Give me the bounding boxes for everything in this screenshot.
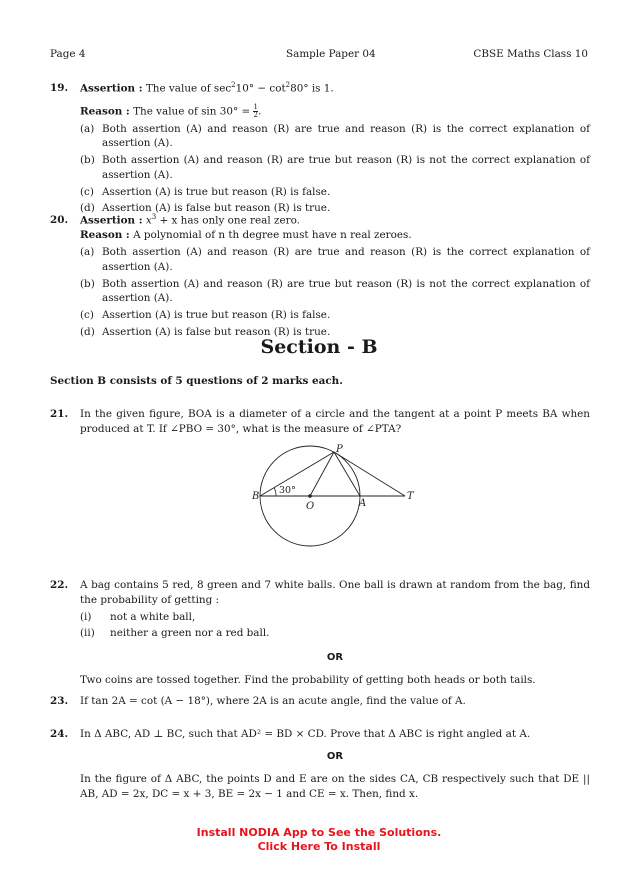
question-number: 23.: [50, 695, 69, 707]
option-d: (d) Assertion (A) is false but reason (R) is true.: [80, 202, 331, 215]
assertion-text: + x has only one real zero.: [156, 214, 300, 227]
label-a: A: [359, 498, 367, 509]
install-app-banner[interactable]: [0, 826, 638, 854]
reason-label: Reason :: [80, 105, 130, 118]
paper-title: Sample Paper 04: [286, 48, 376, 60]
label-t: T: [407, 491, 414, 502]
label-o: O: [306, 501, 315, 512]
option-i: (i) not a white ball,: [80, 610, 196, 623]
chord-pa: [334, 452, 360, 496]
radius-op: [310, 452, 334, 496]
options-list: [80, 245, 590, 340]
question-23: [50, 694, 590, 709]
reason-text: The value of sin 30° =: [133, 105, 254, 118]
question-number: 20.: [50, 214, 69, 226]
question-text: In Δ ABC, AD ⊥ BC, such that AD² = BD × CD. Prove that Δ ABC is right angled at A.: [80, 728, 531, 740]
option-c: (c) Assertion (A) is true but reason (R) is false.: [80, 309, 331, 322]
question-number: 21.: [50, 408, 69, 420]
section-title: Section - B: [260, 336, 378, 358]
or-divider: OR: [326, 652, 344, 664]
circle-tangent-figure: [250, 440, 420, 570]
question-21: [50, 407, 590, 437]
question-text: A bag contains 5 red, 8 green and 7 white balls. One ball is drawn at random from the bag, find the probability of getting :: [80, 579, 590, 606]
center-point: [308, 494, 312, 498]
option-d: (d) Assertion (A) is false but reason (R) is true.: [80, 325, 331, 338]
click-install-link[interactable]: Click Here To Install: [257, 839, 381, 853]
alternative-question: In the figure of Δ ABC, the points D and E are on the sides CA, CB respectively such that DE || AB, AD = 2x, DC = x + 3, BE = 2x − 1 and CE = x. Then, find x.: [80, 772, 590, 800]
course-title: CBSE Maths Class 10: [473, 48, 588, 60]
question-number: 24.: [50, 728, 69, 740]
assertion: Assertion : The value of $\sec^210^\circ - \cot^280^\circ$ is 1.: [80, 81, 334, 95]
assertion-label: Assertion :: [80, 82, 143, 95]
question-24: [50, 727, 590, 801]
label-p: P: [336, 444, 343, 455]
question-text: In the given figure, BOA is a diameter of a circle and the tangent at a point P meets BA when produced at T. If ∠PBO = 30°, what is the measure of ∠PTA?: [80, 408, 590, 435]
question-text: If tan 2A = cot (A − 18°), where 2A is an acute angle, find the value of A.: [80, 695, 466, 707]
angle-arc: [274, 488, 276, 497]
reason-text: A polynomial of n th degree must have n real zeroes.: [133, 229, 412, 242]
assertion-label: Assertion :: [80, 214, 143, 227]
reason-label: Reason :: [80, 229, 130, 242]
option-a: (a) Both assertion (A) and reason (R) are true and reason (R) is the correct explanation of assertion (A).: [80, 246, 590, 273]
assertion-text-3: 80° is 1.: [290, 82, 334, 95]
question-19: [50, 81, 590, 216]
reason: [80, 228, 590, 243]
assertion-text-1: The value of sec: [145, 82, 232, 95]
install-app-link[interactable]: Install NODIA App to See the Solutions.: [196, 826, 442, 839]
page-number: Page 4: [50, 48, 86, 60]
question-number: 19.: [50, 82, 69, 94]
option-b: (b) Both assertion (A) and reason (R) are true but reason (R) is not the correct explanation of assertion (A).: [80, 277, 590, 305]
tangent-pt: [334, 452, 405, 496]
alternative-question: Two coins are tossed together. Find the probability of getting both heads or both tails.: [80, 674, 536, 687]
section-subtitle: Section B consists of 5 questions of 2 marks each.: [50, 375, 343, 387]
or-divider: OR: [326, 750, 344, 762]
chord-bp: [260, 452, 334, 496]
assertion-text-2: 10° − cot: [235, 82, 286, 95]
reason: Reason : The value of sin 30° = $\frac{1}{2}$ .: [80, 103, 262, 120]
question-number: 22.: [50, 579, 69, 591]
assertion: Assertion : $x^3 + x$ has only one real zero.: [80, 213, 300, 227]
question-20: [50, 213, 590, 340]
label-b: B: [252, 491, 260, 502]
option-b: (b) Both assertion (A) and reason (R) are true but reason (R) is not the correct explanation of assertion (A).: [80, 154, 590, 181]
options-list: [80, 122, 590, 217]
page-header: [50, 47, 588, 63]
option-c: (c) Assertion (A) is true but reason (R) is false.: [80, 185, 331, 198]
question-22: [50, 578, 590, 688]
angle-label: 30°: [279, 485, 296, 496]
option-a: (a) Both assertion (A) and reason (R) are true and reason (R) is the correct explanation of assertion (A).: [80, 122, 590, 150]
option-ii: (ii) neither a green nor a red ball.: [80, 627, 270, 640]
